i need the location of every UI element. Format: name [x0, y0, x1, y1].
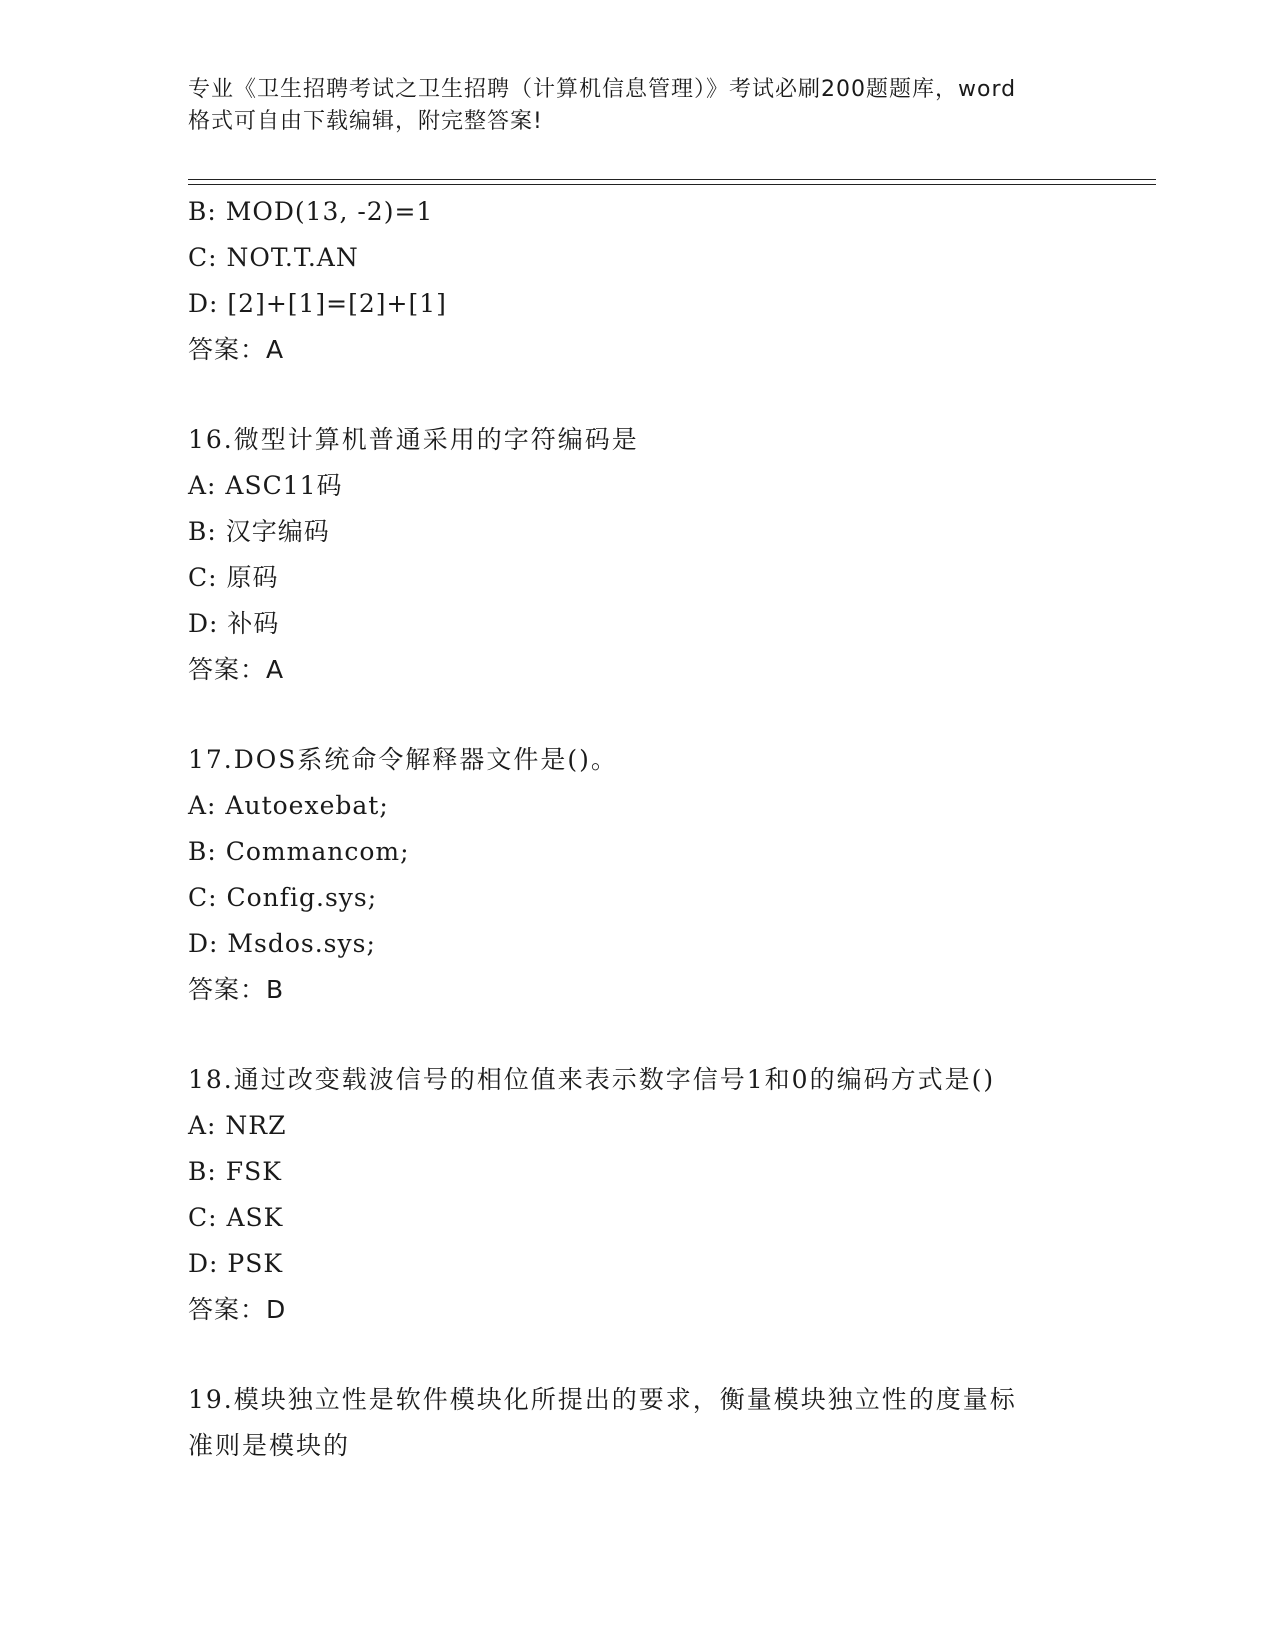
option-b: B: Commancom; — [188, 837, 410, 866]
question-text-line-2: 准则是模块的 — [188, 1431, 351, 1460]
option-a: A: NRZ — [188, 1111, 287, 1140]
document-body — [188, 189, 1088, 1469]
option-c: C: Config.sys; — [188, 883, 378, 912]
option-a: A: Autoexebat; — [188, 791, 389, 820]
question-text-line-1: 19.模块独立性是软件模块化所提出的要求，衡量模块独立性的度量标 — [188, 1385, 1017, 1414]
question-text: 16.微型计算机普通采用的字符编码是 — [188, 425, 639, 454]
option-c: C: ASK — [188, 1203, 284, 1232]
question-text: 18.通过改变载波信号的相位值来表示数字信号1和0的编码方式是() — [188, 1065, 996, 1094]
option-c: C: 原码 — [188, 563, 279, 592]
spacer — [188, 693, 1088, 737]
answer-line: 答案：A — [188, 655, 285, 684]
answer-line: 答案：B — [188, 975, 285, 1004]
spacer — [188, 373, 1088, 417]
header-divider-bottom — [188, 184, 1156, 185]
option-a: A: ASC11码 — [188, 471, 343, 500]
header-divider-top — [188, 179, 1156, 180]
question-19 — [188, 1377, 1088, 1469]
document-header — [188, 74, 1088, 138]
question-16 — [188, 417, 1088, 693]
option-d: D: [2]+[1]=[2]+[1] — [188, 289, 447, 318]
spacer — [188, 1013, 1088, 1057]
question-18 — [188, 1057, 1088, 1333]
option-b: B: FSK — [188, 1157, 282, 1186]
spacer — [188, 1333, 1088, 1377]
option-c: C: NOT.T.AN — [188, 243, 359, 272]
option-d: D: Msdos.sys; — [188, 929, 376, 958]
question-17 — [188, 737, 1088, 1013]
option-d: D: PSK — [188, 1249, 284, 1278]
question-text: 17.DOS系统命令解释器文件是()。 — [188, 745, 618, 774]
header-line-2: 格式可自由下载编辑，附完整答案! — [188, 109, 543, 134]
answer-line: 答案：A — [188, 335, 285, 364]
option-b: B: 汉字编码 — [188, 517, 330, 546]
answer-line: 答案：D — [188, 1295, 287, 1324]
option-b: B: MOD(13, -2)=1 — [188, 197, 434, 226]
option-d: D: 补码 — [188, 609, 280, 638]
header-line-1: 专业《卫生招聘考试之卫生招聘（计算机信息管理）》考试必刷200题题库，word — [188, 77, 1017, 102]
question-15-continued — [188, 189, 1088, 373]
